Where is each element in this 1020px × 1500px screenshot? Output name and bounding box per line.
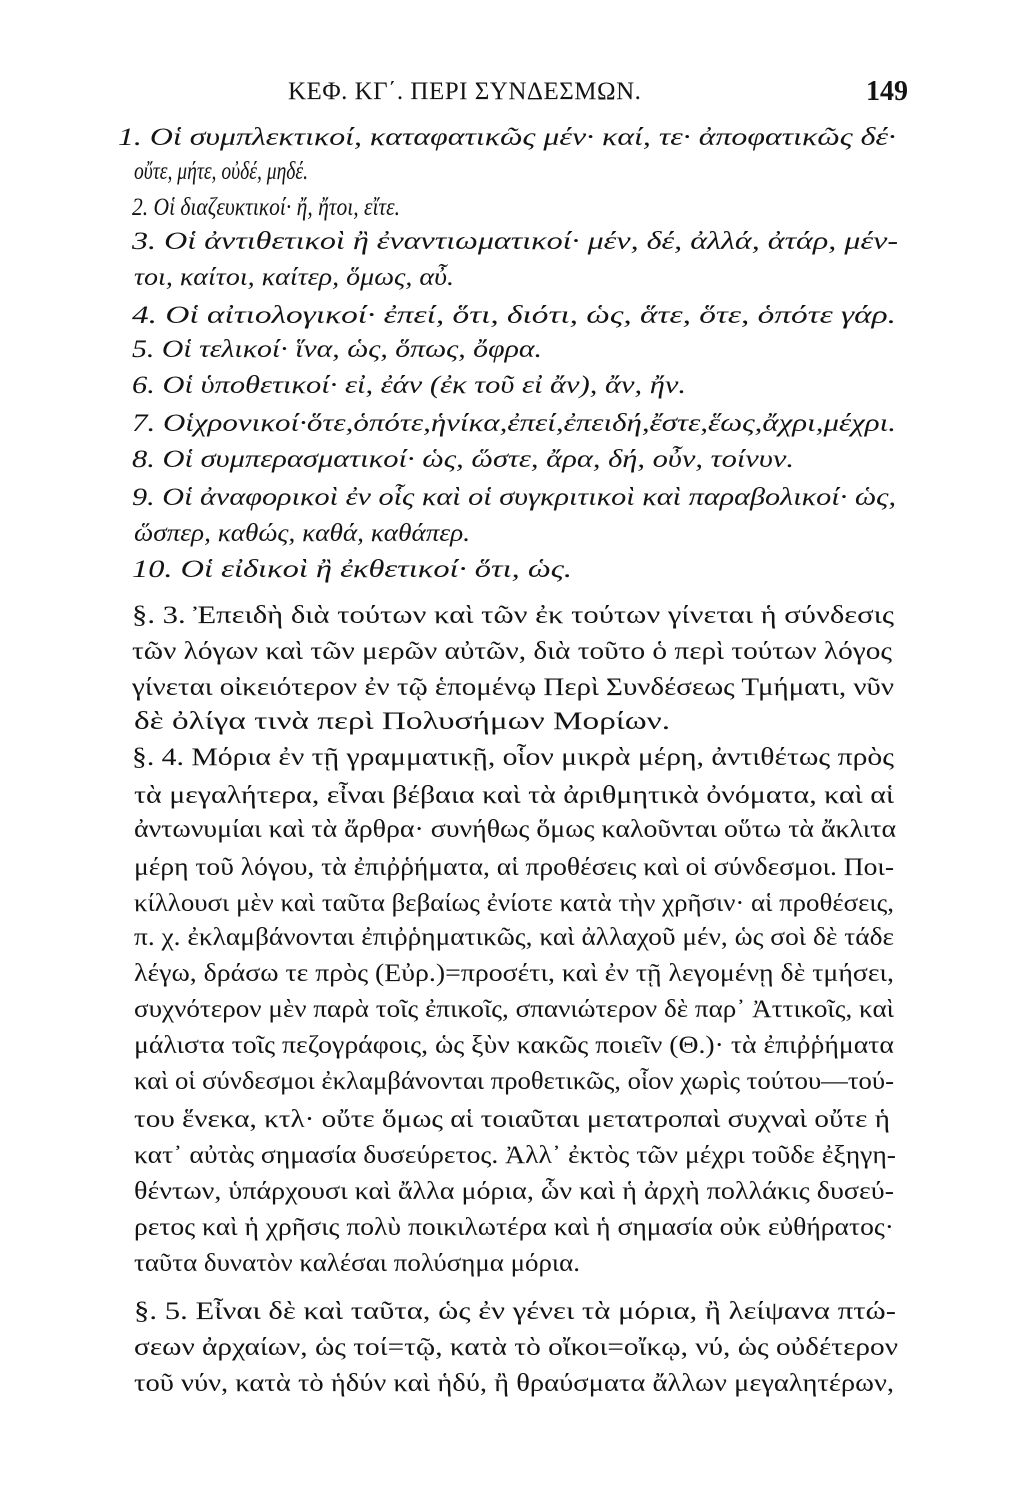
text-line: ὥσπερ, καθώς, καθά, καθάπερ. bbox=[134, 518, 471, 547]
text-line: του ἕνεκα, κτλ· οὔτε ὅμως αἱ τοιαῦται μετατροπαὶ συχναὶ οὔτε ἡ bbox=[134, 1104, 890, 1133]
text-line: 10. Οἱ εἰδικοὶ ἢ ἐκθετικοί· ὅτι, ὡς. bbox=[132, 554, 572, 583]
text-line: λέγω, δράσω τε πρὸς (Εὐρ.)=προσέτι, καὶ ἐν τῇ λεγομένῃ δὲ τμήσει, bbox=[134, 958, 894, 987]
text-line: §. 3. Ἐπειδὴ διὰ τούτων καὶ τῶν ἐκ τούτων γίνεται ἡ σύνδεσις bbox=[132, 600, 894, 629]
text-line: §. 4. Μόρια ἐν τῇ γραμματικῇ, οἷον μικρὰ μέρη, ἀντιθέτως πρὸς bbox=[132, 742, 895, 771]
text-line: θέντων, ὑπάρχουσι καὶ ἄλλα μόρια, ὧν καὶ ἡ ἀρχὴ πολλάκις δυσεύ- bbox=[134, 1176, 894, 1205]
text-line: ρετος καὶ ἡ χρῆσις πολὺ ποικιλωτέρα καὶ ἡ σημασία οὐκ εὐθήρατος· bbox=[134, 1212, 894, 1241]
text-line: 1. Οἱ συμπλεκτικοί, καταφατικῶς μέν· καί, τε· ἀποφατικῶς δέ· bbox=[118, 122, 897, 151]
page-number: 149 bbox=[866, 76, 908, 107]
text-line: 9. Οἱ ἀναφορικοὶ ἐν οἷς καὶ οἱ συγκριτικοὶ καὶ παραβολικοί· ὡς, bbox=[132, 482, 897, 511]
text-line: 3. Οἱ ἀντιθετικοὶ ἢ ἐναντιωματικοί· μέν, δέ, ἀλλά, ἀτάρ, μέν- bbox=[132, 226, 899, 255]
running-head: ΚΕΦ. ΚΓ΄. ΠΕΡΙ ΣΥΝΔΕΣΜΩΝ. bbox=[288, 78, 642, 105]
text-line: κίλλουσι μὲν καὶ ταῦτα βεβαίως ἐνίοτε κατὰ τὴν χρῆσιν· αἱ προθέσεις, bbox=[134, 888, 894, 917]
text-line: σεων ἀρχαίων, ὡς τοί=τῷ, κατὰ τὸ οἴκοι=οἴκῳ, νύ, ὡς οὐδέτερον bbox=[134, 1332, 898, 1361]
text-line: συχνότερον μὲν παρὰ τοῖς ἐπικοῖς, σπανιώτερον δὲ παρ᾽ Ἀττικοῖς, καὶ bbox=[134, 994, 894, 1023]
text-line: 5. Οἱ τελικοί· ἵνα, ὡς, ὅπως, ὄφρα. bbox=[132, 334, 542, 363]
text-line: ταῦτα δυνατὸν καλέσαι πολύσημα μόρια. bbox=[134, 1248, 581, 1277]
text-line: ἀντωνυμίαι καὶ τὰ ἄρθρα· συνήθως ὅμως καλοῦνται οὕτω τὰ ἄκλιτα bbox=[134, 814, 897, 843]
text-line: 8. Οἱ συμπερασματικοί· ὡς, ὥστε, ἄρα, δή, οὖν, τοίνυν. bbox=[132, 444, 795, 473]
text-line: τῶν λόγων καὶ τῶν μερῶν αὐτῶν, διὰ τοῦτο ὁ περὶ τούτων λόγος bbox=[132, 636, 892, 665]
text-line: κατ᾽ αὐτὰς σημασία δυσεύρετος. Ἀλλ᾽ ἐκτὸς τῶν μέχρι τοῦδε ἐξηγη- bbox=[134, 1140, 897, 1169]
text-line: τοῦ νύν, κατὰ τὸ ἡδύν καὶ ἡδύ, ἢ θραύσματα ἄλλων μεγαλητέρων, bbox=[134, 1368, 895, 1397]
text-line: τοι, καίτοι, καίτερ, ὅμως, αὖ. bbox=[134, 262, 455, 291]
text-line: 7. Οἱχρονικοί·ὅτε,ὁπότε,ἡνίκα,ἐπεί,ἐπειδή,ἔστε,ἕως,ἄχρι,μέχρι. bbox=[132, 408, 896, 437]
text-line: π. χ. ἐκλαμβάνονται ἐπιῤῥηματικῶς, καὶ ἀλλαχοῦ μέν, ὡς σοὶ δὲ τάδε bbox=[134, 922, 894, 951]
text-line: 4. Οἱ αἰτιολογικοί· ἐπεί, ὅτι, διότι, ὡς, ἅτε, ὅτε, ὁπότε γάρ. bbox=[132, 300, 897, 329]
text-line: οὔτε, μήτε, οὐδέ, μηδέ. bbox=[134, 156, 309, 185]
text-line: μέρη τοῦ λόγου, τὰ ἐπιῤῥήματα, αἱ προθέσεις καὶ οἱ σύνδεσμοι. Ποι- bbox=[134, 852, 894, 881]
text-line: τὰ μεγαλήτερα, εἶναι βέβαια καὶ τὰ ἀριθμητικὰ ὀνόματα, καὶ αἱ bbox=[134, 780, 894, 809]
text-line: 2. Οἱ διαζευκτικοί· ἤ, ἤτοι, εἴτε. bbox=[132, 192, 401, 221]
text-line: καὶ οἱ σύνδεσμοι ἐκλαμβάνονται προθετικῶς, οἷον χωρὶς τούτου—τού- bbox=[134, 1066, 894, 1095]
text-line: μάλιστα τοῖς πεζογράφοις, ὡς ξὺν κακῶς ποιεῖν (Θ.)· τὰ ἐπιῤῥήματα bbox=[134, 1030, 894, 1059]
page-header bbox=[288, 78, 908, 118]
text-line: 6. Οἱ ὑποθετικοί· εἰ, ἐάν (ἐκ τοῦ εἰ ἄν), ἄν, ἤν. bbox=[132, 370, 686, 399]
text-line: δὲ ὀλίγα τινὰ περὶ Πολυσήμων Μορίων. bbox=[134, 706, 671, 735]
text-line: §. 5. Εἶναι δὲ καὶ ταῦτα, ὡς ἐν γένει τὰ μόρια, ἢ λείψανα πτώ- bbox=[134, 1296, 897, 1325]
text-line: γίνεται οἰκειότερον ἐν τῷ ἑπομένῳ Περὶ Συνδέσεως Τμήματι, νῦν bbox=[132, 672, 895, 701]
